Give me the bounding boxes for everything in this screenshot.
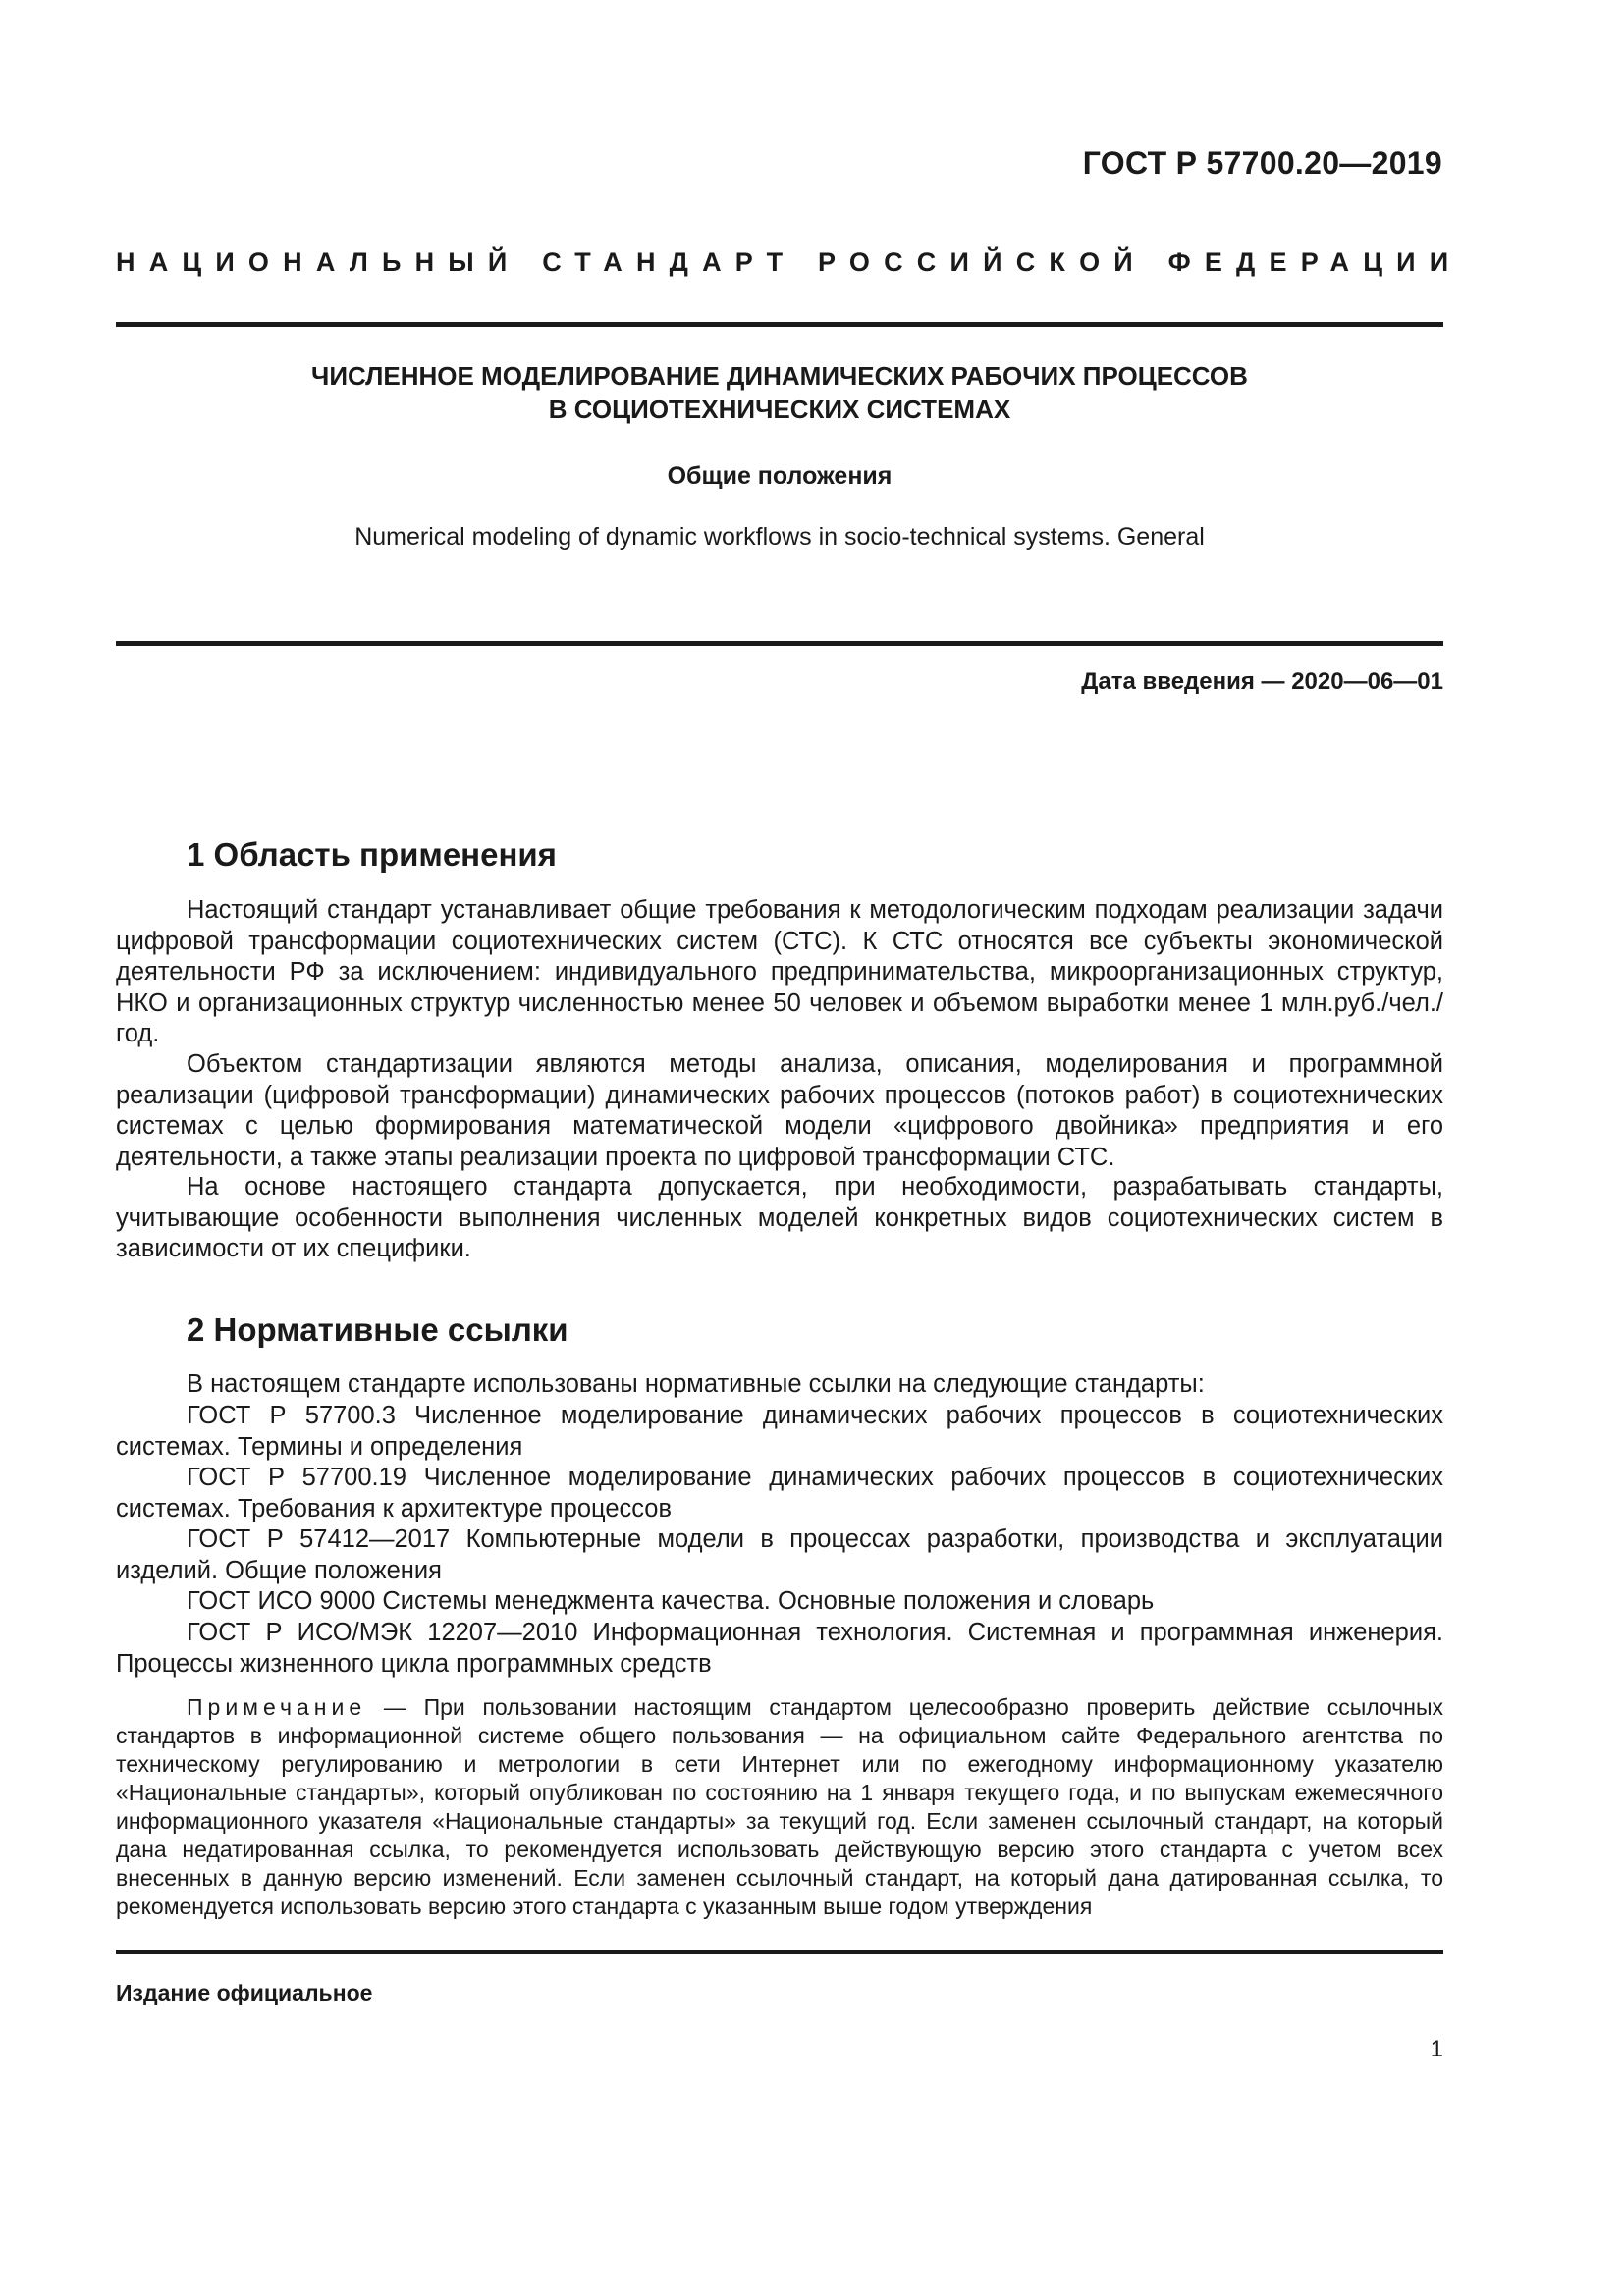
national-standard-banner: НАЦИОНАЛЬНЫЙ СТАНДАРТ РОССИЙСКОЙ ФЕДЕРАЦИИ (116, 247, 1463, 277)
section-1-paragraph-3: На основе настоящего стандарта допускается, при необходимости, разрабатывать стандарты, учитывающие особенности выполнения численных моделей конкретных видов социотехнических систем в зависимости от их специфики. (116, 1173, 1443, 1262)
document-title (116, 359, 1443, 426)
page-number: 1 (1430, 2036, 1443, 2062)
note-block (116, 1693, 1443, 1921)
section-1-heading: 1 Область применения (187, 836, 557, 873)
edition-label: Издание официальное (116, 1980, 373, 2005)
reference-item: ГОСТ Р 57412—2017 Компьютерные модели в процессах разработки, производства и эксплуатации изделий. Общие положения (116, 1525, 1443, 1584)
top-divider (116, 322, 1443, 327)
note-text: — При пользовании настоящим стандартом целесообразно проверить действие ссылочных стандартов в информационной системе общего пользования — на официальном сайте Федерального агентства по техническому регулированию и метрологии в сети Интернет или по ежегодному информационному указателю «Национальные стандарты», который опубликован по состоянию на 1 января текущего года, и по выпускам ежемесячного информационного указателя «Национальные стандарты» за текущий год. Если заменен ссылочный стандарт, на который дана недатированная ссылка, то рекомендуется использовать действующую версию этого стандарта с учетом всех внесенных в данную версию изменений. Если заменен ссылочный стандарт, на который дана датированная ссылка, то рекомендуется использовать версию этого стандарта с указанным выше годом утверждения (116, 1694, 1443, 1919)
document-subtitle: Общие положения (667, 462, 893, 490)
introduction-date: Дата введения — 2020—06—01 (1081, 668, 1443, 695)
reference-item: ГОСТ Р ИСО/МЭК 12207—2010 Информационная технология. Системная и программная инженерия. Процессы жизненного цикла программных средств (116, 1619, 1443, 1678)
section-1-paragraph-1: Настоящий стандарт устанавливает общие требования к методологическим подходам реализации задачи цифровой трансформации социотехнических систем (СТС). К СТС относятся все субъекты экономической деятельности РФ за исключением: индивидуального предпринимательства, микроорганизационных структур, НКО и организационных структур численностью менее 50 человек и объемом выработки менее 1 млн.руб./чел./год. (116, 896, 1443, 1047)
title-divider (116, 641, 1443, 646)
document-code: ГОСТ Р 57700.20—2019 (1082, 145, 1442, 181)
section-1-paragraph-2: Объектом стандартизации являются методы анализа, описания, моделирования и программной реализации (цифровой трансформации) динамических рабочих процессов (потоков работ) в социотехнических системах с целью формирования математической модели «цифрового двойника» предприятия и его деятельности, а также этапы реализации проекта по цифровой трансформации СТС. (116, 1050, 1443, 1171)
title-line-1: ЧИСЛЕННОЕ МОДЕЛИРОВАНИЕ ДИНАМИЧЕСКИХ РАБОЧИХ ПРОЦЕССОВ (311, 361, 1248, 391)
note-label: Примечание (187, 1694, 367, 1720)
english-title: Numerical modeling of dynamic workflows in socio-technical systems. General (354, 523, 1205, 551)
title-line-2: В СОЦИОТЕХНИЧЕСКИХ СИСТЕМАХ (548, 395, 1011, 424)
reference-item: ГОСТ Р 57700.3 Численное моделирование динамических рабочих процессов в социотехнических системах. Термины и определения (116, 1402, 1443, 1461)
section-2-heading: 2 Нормативные ссылки (187, 1311, 568, 1348)
footer-divider (116, 1950, 1443, 1954)
reference-item: ГОСТ ИСО 9000 Системы менеджмента качества. Основные положения и словарь (187, 1587, 1155, 1615)
reference-item: ГОСТ Р 57700.19 Численное моделирование динамических рабочих процессов в социотехнических системах. Требования к архитектуре процессов (116, 1464, 1443, 1522)
section-2-intro: В настоящем стандарте использованы нормативные ссылки на следующие стандарты: (187, 1370, 1205, 1398)
